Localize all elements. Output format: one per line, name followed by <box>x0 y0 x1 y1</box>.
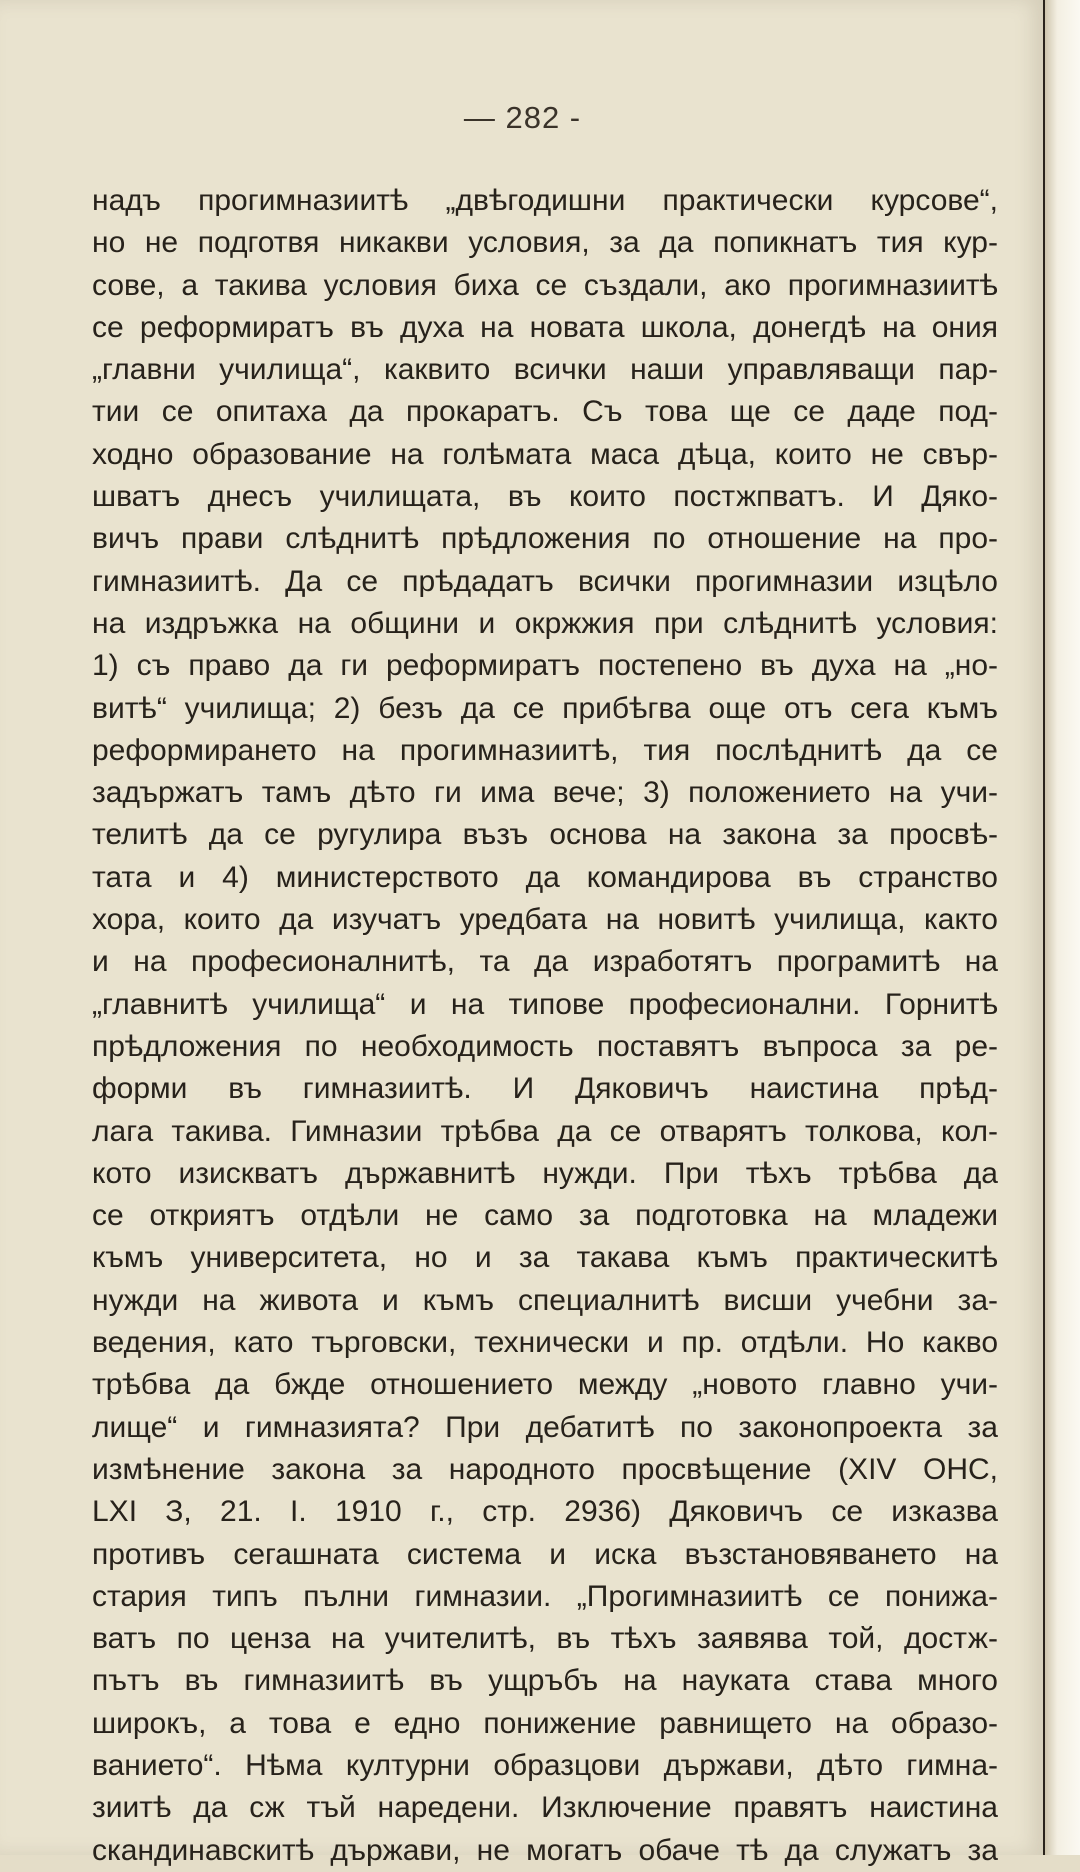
text-line: пътъ въ гимназиитѣ въ ущръбъ на науката става много <box>92 1664 998 1698</box>
text-line: форми въ гимназиитѣ. И Дяковичъ наистина прѣд- <box>92 1072 998 1106</box>
book-edge <box>1043 0 1080 1855</box>
text-line: прѣдложения по необходимость поставятъ въпроса за ре- <box>92 1029 998 1063</box>
text-line: тии се опитаха да прокаратъ. Съ това ще се даде под- <box>92 395 998 429</box>
text-line: „главни училища“, каквито всички наши управляващи пар- <box>92 353 998 387</box>
text-line: LXI З, 21. I. 1910 г., стр. 2936) Дяковичъ се изказва <box>92 1495 998 1529</box>
text-line: противъ сегашната система и иска възстановяването на <box>92 1537 998 1571</box>
page-number: — 282 - <box>463 100 582 135</box>
text-line: лага такива. Гимназии трѣбва да се отварятъ толкова, кол- <box>92 1114 998 1148</box>
body-text <box>92 180 998 1872</box>
text-line: сове, а такива условия биха се създали, ако прогимназиитѣ <box>92 268 998 302</box>
text-line: се реформиратъ въ духа на новата школа, донегдѣ на ония <box>92 310 998 344</box>
text-line: вичъ прави слѣднитѣ прѣдложения по отношение на про- <box>92 522 998 556</box>
text-line: измѣнение закона за народното просвѣщение (XIV ОНС, <box>92 1452 998 1486</box>
text-line: скандинавскитѣ държави, не могатъ обаче тѣ да служатъ за <box>92 1833 998 1867</box>
text-line: и на професионалнитѣ, та да изработятъ програмитѣ на <box>92 945 998 979</box>
text-line: телитѣ да се ругулира възъ основа на закона за просвѣ- <box>92 818 998 852</box>
text-line: се откриятъ отдѣли не само за подготовка на младежи <box>92 1199 998 1233</box>
text-line: витѣ“ училища; 2) безъ да се прибѣгва още отъ сега къмъ <box>92 691 998 725</box>
text-line: шватъ днесъ училищата, въ които постжпватъ. И Дяко- <box>92 480 998 514</box>
text-line: хора, които да изучатъ уредбата на новитѣ училища, както <box>92 903 998 937</box>
text-line: ватъ по ценза на учителитѣ, въ тѣхъ заявява той, достж- <box>92 1622 998 1656</box>
text-line: но не подготвя никакви условия, за да пoпикнатъ тия кур- <box>92 226 998 260</box>
text-line: кото изискватъ държавнитѣ нужди. При тѣхъ трѣбва да <box>92 1156 998 1190</box>
text-line: широкъ, а това е едно понижение равнището на образо- <box>92 1706 998 1740</box>
text-line: зиитѣ да сж тъй наредени. Изключение правятъ наистина <box>92 1791 998 1825</box>
text-line: „главнитѣ училища“ и на типове професионални. Горнитѣ <box>92 987 998 1021</box>
text-line: стария типъ пълни гимназии. „Прогимназиитѣ се понижа- <box>92 1579 998 1613</box>
text-line: на издръжка на общини и окржжия при слѣднитѣ условия: <box>92 606 998 640</box>
text-line: задържатъ тамъ дѣто ги има вече; 3) положението на учи- <box>92 776 998 810</box>
text-line: ведения, като търговски, технически и пр. отдѣли. Но какво <box>92 1326 998 1360</box>
text-line: гимназиитѣ. Да се прѣдадатъ всички прогимназии изцѣло <box>92 564 998 598</box>
text-line: нужди на живота и къмъ специалнитѣ висши учебни за- <box>92 1283 998 1317</box>
text-line: ходно образование на голѣмата маса дѣца, които не свър- <box>92 437 998 471</box>
text-line: реформирането на прогимназиитѣ, тия послѣднитѣ да се <box>92 733 998 767</box>
text-line: ванието“. Нѣма културни образцови държави, дѣто гимна- <box>92 1748 998 1782</box>
text-line: трѣбва да бжде отношението между „новото главно учи- <box>92 1368 998 1402</box>
text-line: надъ прогимназиитѣ „двѣгодишни практически курсове“, <box>92 184 998 217</box>
text-line: тата и 4) министерството да командирова въ странство <box>92 860 998 894</box>
text-line: къмъ университета, но и за такава къмъ практическитѣ <box>92 1241 998 1275</box>
text-line: лище“ и гимназията? При дебатитѣ по законопроекта за <box>92 1410 998 1444</box>
text-line: 1) съ право да ги реформиратъ постепено въ духа на „но- <box>92 649 998 683</box>
